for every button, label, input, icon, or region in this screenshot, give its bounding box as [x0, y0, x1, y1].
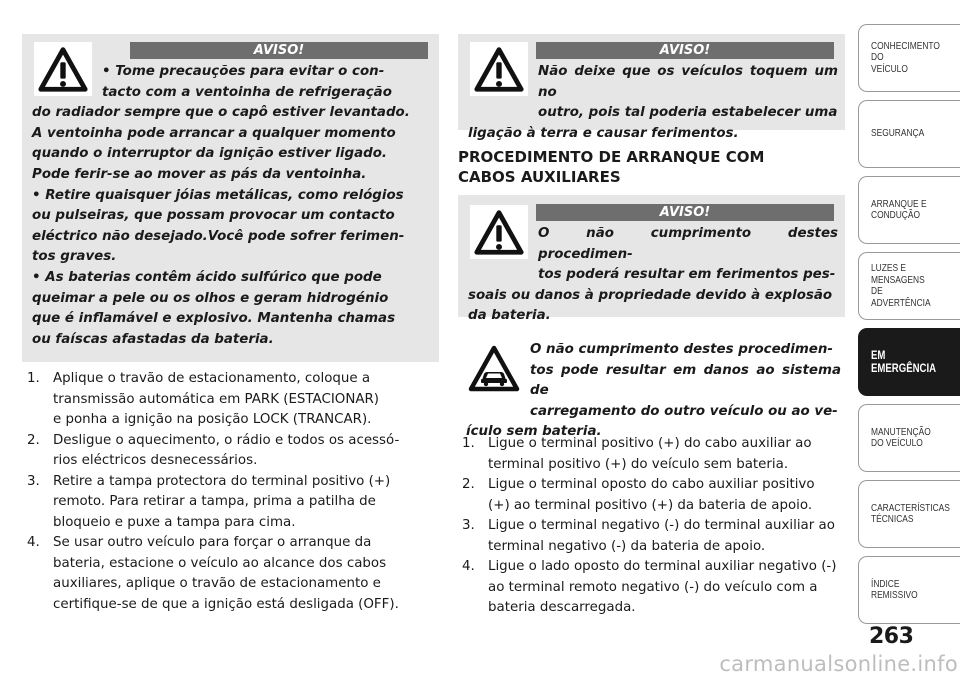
text-line: quando o interruptor da ignição estiver ligado. [32, 146, 388, 162]
warning-box-right-top [458, 34, 845, 141]
warning-box-left [22, 34, 439, 362]
text-line: outro, pois tal poderia estabelecer uma [538, 105, 838, 121]
step-line: terminal negativo (-) da bateria de apoio. [488, 538, 766, 554]
step-line: Aplique o travão de estacionamento, coloque a [53, 371, 371, 386]
text-line: • Retire quaisquer jóias metálicas, como relógios [32, 187, 404, 203]
step-line: e ponha a ignição na posição LOCK (TRANCAR). [53, 412, 372, 427]
warning-box-right-mid [458, 195, 845, 324]
text-line: O não cumprimento destes procedimen- [538, 226, 838, 262]
text-line: queimar a pele ou os olhos e geram hidrogénio [32, 290, 389, 306]
text-line: eléctrico não desejado.Você pode sofrer ferimen- [32, 228, 405, 244]
text-line: • As baterias contêm ácido sulfúrico que pode [32, 269, 382, 285]
sidebar-tab-7[interactable] [858, 480, 960, 548]
step-number: 3. [27, 473, 40, 489]
step-number: 2. [462, 477, 475, 492]
step-line: Ligue o lado oposto do terminal auxiliar negativo (-) [488, 559, 837, 574]
warning-text-right-mid [468, 224, 838, 327]
vehicle-damage-text [466, 340, 841, 443]
step-line: auxiliares, aplique o travão de estacionamento e [53, 576, 381, 591]
text-line: tos graves. [32, 249, 117, 265]
step-number: 3. [462, 518, 475, 533]
text-line: A ventoinha pode arrancar a qualquer momento [32, 125, 396, 141]
watermark: carmanualsonline.info [719, 652, 958, 676]
right-procedure-list [462, 434, 843, 619]
step-line: terminal positivo (+) do veículo sem bateria. [488, 456, 789, 472]
sidebar-tab-6[interactable] [858, 404, 960, 472]
step-line: bateria descarregada. [488, 600, 636, 615]
text-line: ligação à terra e causar ferimentos. [468, 125, 739, 141]
sidebar-tab-5[interactable] [858, 328, 960, 396]
procedure-step [462, 475, 843, 516]
step-line: (+) ao terminal positivo (+) da bateria de apoio. [488, 497, 813, 513]
procedure-step [27, 431, 439, 472]
sidebar-tab-3[interactable] [858, 176, 960, 244]
step-number: 1. [462, 436, 475, 451]
sidebar-tab-1[interactable] [858, 24, 960, 92]
sidebar-tab-label: MANUTENÇÃO DO VEÍCULO [871, 425, 931, 449]
procedure-step [27, 369, 439, 431]
procedure-step [27, 533, 439, 615]
step-line: Ligue o terminal negativo (-) do terminal auxiliar ao [488, 518, 835, 533]
text-line: tos pode resultar em danos ao sistema de [530, 362, 841, 399]
step-line: bateria, estacione o veículo ao alcance dos cabos [53, 555, 387, 571]
procedure-step [462, 557, 843, 619]
sidebar-tab-4[interactable] [858, 252, 960, 320]
step-line: Retire a tampa protectora do terminal positivo (+) [53, 473, 391, 489]
warning-header: AVISO! [130, 42, 428, 59]
warning-text-right-top [468, 62, 838, 144]
step-line: transmissão automática em PARK (ESTACIONAR) [53, 391, 380, 407]
text-line: do radiador sempre que o capô estiver levantado. [32, 105, 410, 121]
step-number: 4. [27, 535, 40, 550]
text-line: • Tome precauções para evitar o con- [102, 64, 385, 79]
procedure-step [462, 516, 843, 557]
text-line: O não cumprimento destes procedimen- [530, 342, 833, 357]
step-line: Ligue o terminal oposto do cabo auxiliar positivo [488, 477, 815, 492]
warning-text-left [32, 62, 432, 350]
sidebar-tab-label: CONHECIMENTO DO VEÍCULO [871, 39, 940, 75]
chapter-sidebar [858, 24, 960, 632]
car-warning-triangle-icon [466, 342, 522, 396]
step-line: bloqueio e puxe a tampa para cima. [53, 514, 296, 530]
left-procedure-list [27, 369, 439, 615]
text-line: Pode ferir-se ao mover as pás da ventoinha. [32, 166, 367, 182]
sidebar-tab-8[interactable] [858, 556, 960, 624]
sidebar-tab-label: SEGURANÇA [871, 127, 925, 140]
warning-header: AVISO! [536, 42, 834, 59]
sidebar-tab-label: CARACTERÍSTICAS TÉCNICAS [871, 501, 950, 525]
step-number: 1. [27, 371, 40, 386]
step-line: certifique-se de que a ignição está desligada (OFF). [53, 596, 399, 612]
procedure-step [27, 472, 439, 534]
step-line: rios eléctricos desnecessários. [53, 453, 258, 468]
text-line: que é inflamável e explosivo. Mantenha chamas [32, 311, 396, 327]
step-line: Desligue o aquecimento, o rádio e todos os acessó- [53, 432, 400, 448]
step-number: 4. [462, 559, 475, 574]
text-line: ou pulseiras, que possam provocar um contacto [32, 208, 395, 224]
sidebar-tab-2[interactable] [858, 100, 960, 168]
text-line: ículo sem bateria. [466, 424, 602, 440]
text-line: carregamento do outro veículo ou ao ve- [530, 403, 838, 419]
text-line: Não deixe que os veículos toquem um no [538, 64, 838, 100]
step-line: remoto. Para retirar a tampa, prima a patilha de [53, 494, 376, 509]
sidebar-tab-label: ARRANQUE E CONDUÇÃO [871, 197, 927, 221]
page-number: 263 [869, 624, 914, 649]
step-number: 2. [27, 432, 40, 448]
text-line: tacto com a ventoinha de refrigeração [102, 84, 392, 100]
section-title: PROCEDIMENTO DE ARRANQUE COM CABOS AUXILIARES [458, 148, 765, 186]
sidebar-tab-label: EM EMERGÊNCIA [871, 348, 937, 375]
sidebar-tab-label: ÍNDICE REMISSIVO [871, 577, 918, 601]
text-line: ou faíscas afastadas da bateria. [32, 331, 274, 347]
step-line: Se usar outro veículo para forçar o arranque da [53, 535, 372, 550]
warning-header: AVISO! [536, 204, 834, 221]
text-line: soais ou danos à propriedade devido à explosão [468, 287, 833, 303]
procedure-step [462, 434, 843, 475]
step-line: ao terminal remoto negativo (-) do veículo com a [488, 579, 818, 595]
text-line: da bateria. [468, 308, 551, 324]
sidebar-tab-label: LUZES E MENSAGENS DE ADVERTÊNCIA [871, 262, 931, 309]
vehicle-damage-note [466, 340, 841, 443]
text-line: tos poderá resultar em ferimentos pes- [538, 267, 836, 283]
step-line: Ligue o terminal positivo (+) do cabo auxiliar ao [488, 436, 812, 451]
